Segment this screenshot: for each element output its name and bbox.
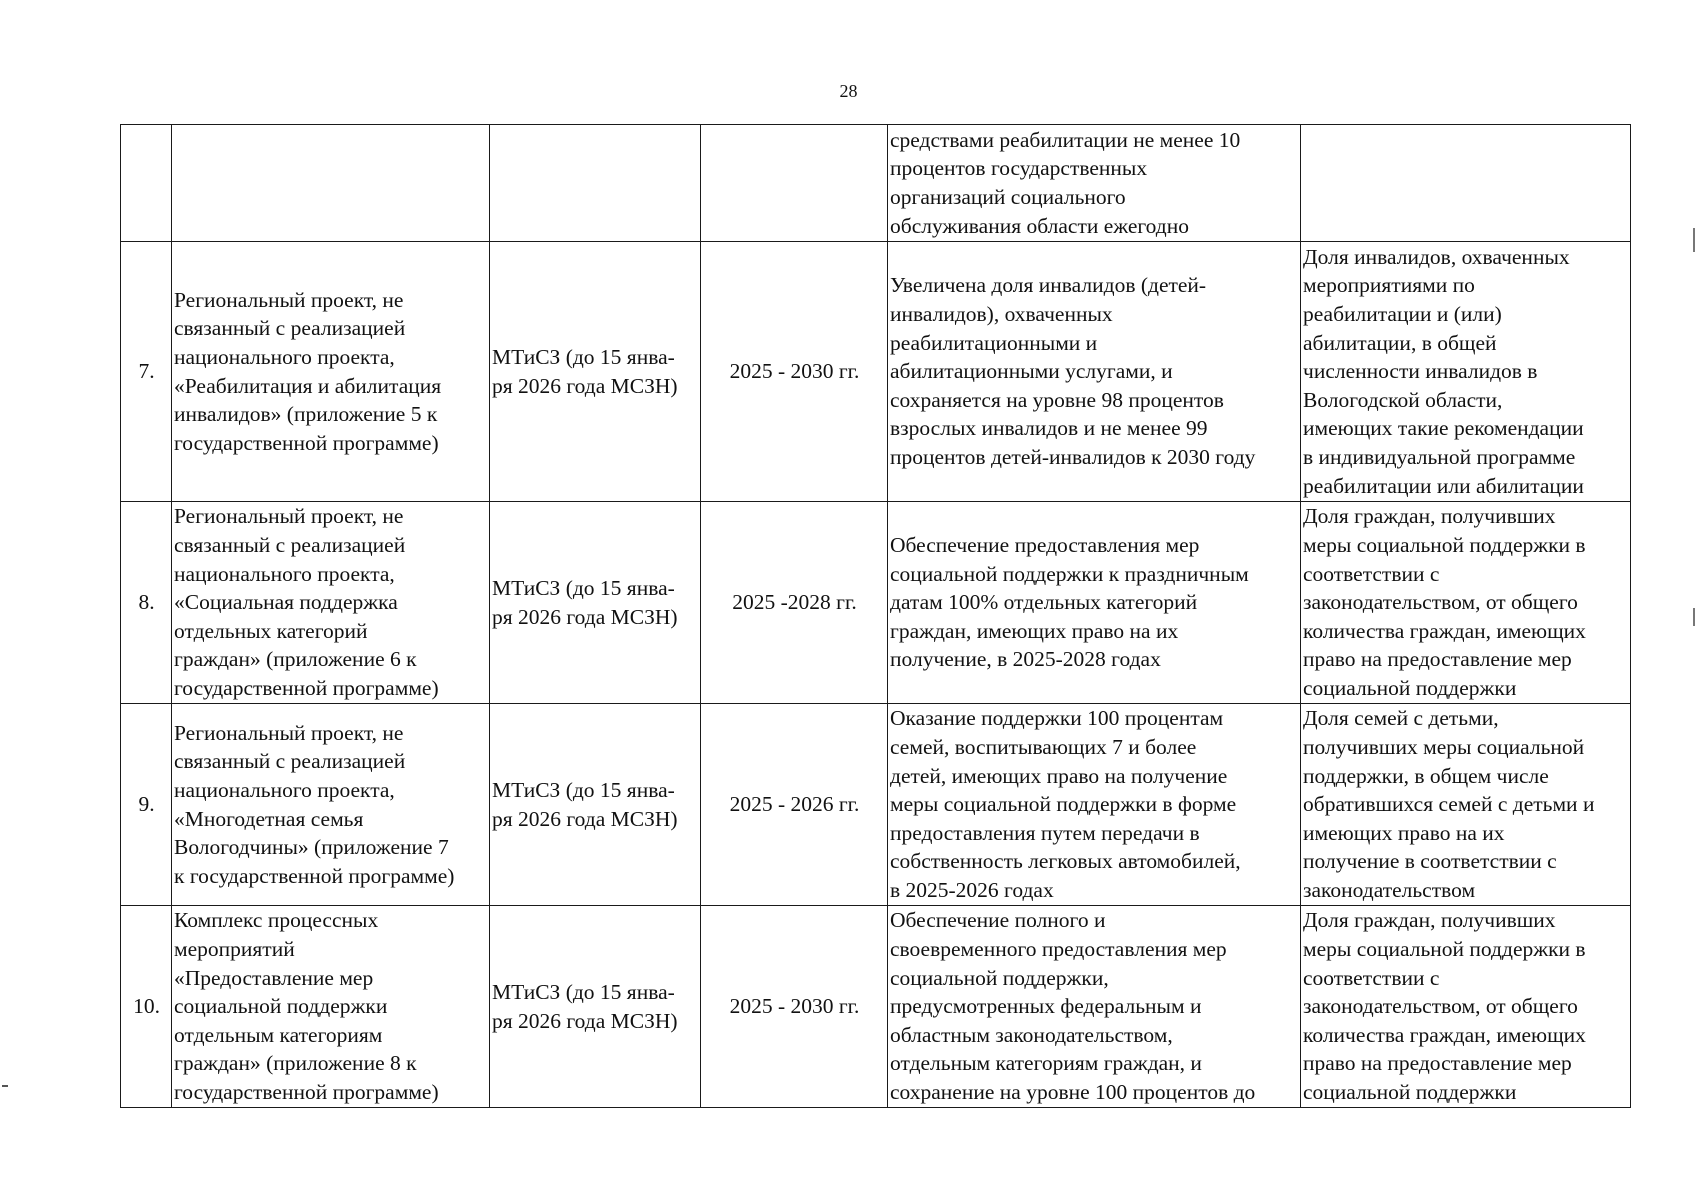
period-cell — [701, 242, 888, 502]
table-body — [121, 125, 1631, 1108]
cell-text-line: средствами реабилитации не менее 10 — [890, 127, 1241, 152]
cell-text-line: в 2025-2026 годах — [890, 877, 1054, 902]
cell-text-line: Региональный проект, не — [174, 287, 404, 312]
cell-text-line: связанный с реализацией — [174, 749, 406, 774]
period-cell — [701, 704, 888, 906]
cell-text-line: абилитации, в общей — [1303, 330, 1497, 355]
task-cell — [888, 242, 1301, 502]
cell-text-line: государственной программе) — [174, 430, 439, 455]
cell-text-line: получивших меры социальной — [1303, 735, 1585, 760]
cell-text-line: законодательством, от общего — [1303, 994, 1578, 1019]
cell-text-line: граждан» (приложение 8 к — [174, 1051, 417, 1076]
cell-text-line: социальной поддержки — [174, 994, 388, 1019]
program-structure-table — [120, 124, 1631, 1108]
row-number: 10. — [133, 994, 160, 1019]
cell-text-line: соответствии с — [1303, 561, 1440, 586]
row-number-cell — [121, 502, 172, 704]
cell-text-line: получение в соответствии с — [1303, 849, 1557, 874]
cell-text-line: граждан, имеющих право на их — [890, 618, 1179, 643]
task-cell — [888, 125, 1301, 242]
row-number-cell — [121, 704, 172, 906]
cell-text-line: «Социальная поддержка — [174, 590, 398, 615]
indicator-cell — [1301, 502, 1631, 704]
cell-text-line: своевременного предоставления мер — [890, 937, 1227, 962]
cell-text-line: областным законодательством, — [890, 1022, 1173, 1047]
cell-text-line: меры социальной поддержки в — [1303, 533, 1586, 558]
cell-text-line: Региональный проект, не — [174, 720, 404, 745]
cell-text-line: количества граждан, имеющих — [1303, 1022, 1586, 1047]
cell-text-line: Обеспечение полного и — [890, 908, 1106, 933]
page-number: 28 — [839, 81, 858, 101]
task-cell — [888, 502, 1301, 704]
cell-text-line: Доля инвалидов, охваченных — [1303, 244, 1570, 269]
cell-text-line: в индивидуальной программе — [1303, 444, 1576, 469]
scan-edge-mark — [2, 1085, 8, 1087]
cell-text-line: Увеличена доля инвалидов (детей- — [890, 273, 1207, 298]
period: 2025 - 2030 гг. — [729, 359, 860, 384]
cell-text-line: ря 2026 года МСЗН) — [492, 1008, 678, 1033]
row-number-cell — [121, 242, 172, 502]
cell-text-line: инвалидов), охваченных — [890, 302, 1113, 327]
cell-text-line: Оказание поддержки 100 процентам — [890, 706, 1224, 731]
cell-text-line: МТиСЗ (до 15 янва- — [492, 575, 675, 600]
row-number-cell — [121, 906, 172, 1108]
cell-text-line: поддержки, в общем числе — [1303, 763, 1549, 788]
cell-text-line: МТиСЗ (до 15 янва- — [492, 979, 675, 1004]
cell-text-line: датам 100% отдельных категорий — [890, 590, 1198, 615]
project-name-cell — [172, 242, 490, 502]
row-number-cell — [121, 125, 172, 242]
period: 2025 - 2026 гг. — [729, 792, 860, 817]
cell-text-line: сохраняется на уровне 98 процентов — [890, 387, 1224, 412]
cell-text-line: Вологодчины» (приложение 7 — [174, 835, 449, 860]
scan-edge-mark — [1693, 228, 1695, 252]
cell-text-line: Доля семей с детьми, — [1303, 706, 1499, 731]
cell-text-line: «Предоставление мер — [174, 965, 374, 990]
cell-text-line: социальной поддержки, — [890, 965, 1109, 990]
cell-text-line: процентов государственных — [890, 156, 1148, 181]
task-cell — [888, 906, 1301, 1108]
cell-text-line: сохранение на уровне 100 процентов до — [890, 1079, 1256, 1104]
cell-text-line: социальной поддержки к праздничным — [890, 561, 1249, 586]
period: 2025 -2028 гг. — [732, 590, 857, 615]
cell-text-line: «Реабилитация и абилитация — [174, 373, 442, 398]
cell-text-line: мероприятий — [174, 937, 295, 962]
cell-text-line: меры социальной поддержки в — [1303, 937, 1586, 962]
cell-text-line: национального проекта, — [174, 561, 395, 586]
period-cell — [701, 906, 888, 1108]
cell-text-line: государственной программе) — [174, 1079, 439, 1104]
responsible-cell — [490, 502, 701, 704]
table-row — [121, 704, 1631, 906]
cell-text-line: отдельным категориям — [174, 1022, 383, 1047]
cell-text-line: имеющих такие рекомендации — [1303, 416, 1584, 441]
cell-text-line: обслуживания области ежегодно — [890, 213, 1189, 238]
row-number: 8. — [138, 590, 155, 615]
project-name-cell — [172, 906, 490, 1108]
cell-text-line: отдельным категориям граждан, и — [890, 1051, 1202, 1076]
responsible-cell — [490, 125, 701, 242]
cell-text-line: мероприятиями по — [1303, 273, 1475, 298]
cell-text-line: «Многодетная семья — [174, 806, 364, 831]
cell-text-line: инвалидов» (приложение 5 к — [174, 402, 438, 427]
cell-text-line: Обеспечение предоставления мер — [890, 533, 1200, 558]
project-name-cell — [172, 125, 490, 242]
cell-text-line: реабилитации и (или) — [1303, 302, 1502, 327]
cell-text-line: Вологодской области, — [1303, 387, 1503, 412]
cell-text-line: реабилитации или абилитации — [1303, 473, 1584, 498]
cell-text-line: ря 2026 года МСЗН) — [492, 604, 678, 629]
cell-text-line: законодательством, от общего — [1303, 590, 1578, 615]
cell-text-line: социальной поддержки — [1303, 675, 1517, 700]
cell-text-line: собственность легковых автомобилей, — [890, 849, 1241, 874]
responsible-cell — [490, 906, 701, 1108]
cell-text-line: связанный с реализацией — [174, 316, 406, 341]
cell-text-line: Доля граждан, получивших — [1303, 908, 1556, 933]
responsible-cell — [490, 704, 701, 906]
table-row — [121, 125, 1631, 242]
cell-text-line: процентов детей-инвалидов к 2030 году — [890, 444, 1256, 469]
row-number: 7. — [138, 359, 155, 384]
cell-text-line: МТиСЗ (до 15 янва- — [492, 344, 675, 369]
cell-text-line: соответствии с — [1303, 965, 1440, 990]
cell-text-line: реабилитационными и — [890, 330, 1098, 355]
indicator-cell — [1301, 125, 1631, 242]
period: 2025 - 2030 гг. — [729, 994, 860, 1019]
indicator-cell — [1301, 242, 1631, 502]
cell-text-line: граждан» (приложение 6 к — [174, 647, 417, 672]
period-cell — [701, 502, 888, 704]
cell-text-line: ря 2026 года МСЗН) — [492, 373, 678, 398]
indicator-cell — [1301, 704, 1631, 906]
table-row — [121, 502, 1631, 704]
cell-text-line: организаций социального — [890, 185, 1126, 209]
cell-text-line: обратившихся семей с детьми и — [1303, 792, 1595, 817]
responsible-cell — [490, 242, 701, 502]
cell-text-line: ря 2026 года МСЗН) — [492, 806, 678, 831]
cell-text-line: меры социальной поддержки в форме — [890, 792, 1237, 817]
cell-text-line: отдельных категорий — [174, 618, 368, 643]
cell-text-line: право на предоставление мер — [1303, 647, 1572, 672]
cell-text-line: право на предоставление мер — [1303, 1051, 1572, 1076]
cell-text-line: предусмотренных федеральным и — [890, 994, 1202, 1019]
cell-text-line: абилитационными услугами, и — [890, 359, 1173, 384]
table-row — [121, 242, 1631, 502]
scan-edge-mark — [1693, 608, 1695, 626]
cell-text-line: численности инвалидов в — [1303, 359, 1538, 384]
cell-text-line: количества граждан, имеющих — [1303, 618, 1586, 643]
cell-text-line: Доля граждан, получивших — [1303, 504, 1556, 529]
cell-text-line: семей, воспитывающих 7 и более — [890, 735, 1197, 760]
cell-text-line: национального проекта, — [174, 344, 395, 369]
row-number: 9. — [138, 792, 155, 817]
indicator-cell — [1301, 906, 1631, 1108]
cell-text-line: к государственной программе) — [174, 863, 455, 888]
cell-text-line: Комплекс процессных — [174, 908, 379, 933]
cell-text-line: связанный с реализацией — [174, 533, 406, 558]
cell-text-line: имеющих право на их — [1303, 820, 1505, 845]
cell-text-line: национального проекта, — [174, 777, 395, 802]
cell-text-line: получение, в 2025-2028 годах — [890, 647, 1161, 672]
cell-text-line: предоставления путем передачи в — [890, 820, 1200, 845]
cell-text-line: детей, имеющих право на получение — [890, 763, 1228, 788]
cell-text-line: законодательством — [1303, 877, 1476, 902]
cell-text-line: государственной программе) — [174, 675, 439, 700]
cell-text-line: МТиСЗ (до 15 янва- — [492, 777, 675, 802]
period-cell — [701, 125, 888, 242]
cell-text-line: Региональный проект, не — [174, 504, 404, 529]
cell-text-line: взрослых инвалидов и не менее 99 — [890, 416, 1208, 441]
project-name-cell — [172, 502, 490, 704]
table-row — [121, 906, 1631, 1108]
cell-text-line: социальной поддержки — [1303, 1079, 1517, 1104]
task-cell — [888, 704, 1301, 906]
project-name-cell — [172, 704, 490, 906]
